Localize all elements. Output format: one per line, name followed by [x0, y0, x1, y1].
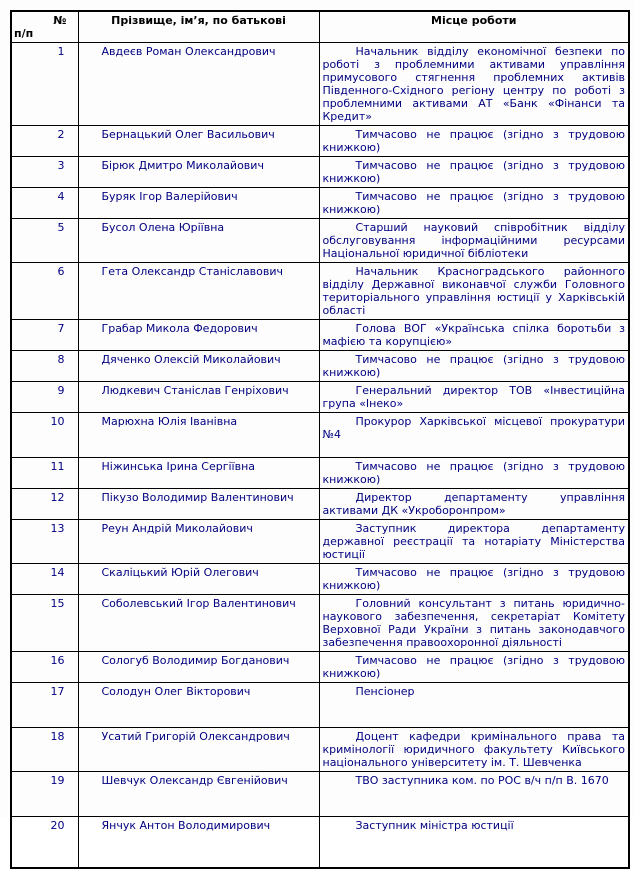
name-cell: Бірюк Дмитро Миколайович	[78, 157, 319, 188]
table-row	[11, 351, 629, 382]
name-cell: Скаліцький Юрій Олегович	[78, 564, 319, 595]
row-number-cell: 17	[11, 683, 78, 728]
table-row	[11, 126, 629, 157]
name-cell: Авдеєв Роман Олександрович	[78, 43, 319, 126]
name-cell: Марюхна Юлія Іванівна	[78, 413, 319, 458]
table-row	[11, 263, 629, 320]
name-cell: Бернацький Олег Васильович	[78, 126, 319, 157]
row-number-cell: 14	[11, 564, 78, 595]
workplace-cell: Тимчасово не працює (згідно з трудовою книжкою)	[319, 351, 629, 382]
workplace-cell: Генеральний директор ТОВ «Інвестиційна група «Інеко»	[319, 382, 629, 413]
workplace-cell: Начальник відділу економічної безпеки по роботі з проблемними активами управління примусового стягнення проблемних активів Південного-Східного регіону центру по роботі з проблемними активами АТ «Банк «Фінанси та Кредит»	[319, 43, 629, 126]
name-cell: Буряк Ігор Валерійович	[78, 188, 319, 219]
workplace-cell: Начальник Красноградського районного відділу Державної виконавчої служби Головного територіального управління юстиції у Харківській області	[319, 263, 629, 320]
name-cell: Усатий Григорій Олександрович	[78, 728, 319, 772]
row-number-cell: 5	[11, 219, 78, 263]
row-number-cell: 2	[11, 126, 78, 157]
workplace-cell: Головний консультант з питань юридично-наукового забезпечення, секретаріат Комітету Верховної Ради України з питань законодавчого забезпечення правоохоронної діяльності	[319, 595, 629, 652]
column-header-name: Прізвище, ім’я, по батькові	[78, 11, 319, 43]
table-row	[11, 564, 629, 595]
table-row	[11, 520, 629, 564]
table-row	[11, 43, 629, 126]
workplace-cell: Тимчасово не працює (згідно з трудовою книжкою)	[319, 652, 629, 683]
name-cell: Грабар Микола Федорович	[78, 320, 319, 351]
workplace-cell: Доцент кафедри кримінального права та кримінології юридичного факультету Київського національного університету ім. Т. Шевченка	[319, 728, 629, 772]
row-number-cell: 19	[11, 772, 78, 817]
row-number-cell: 15	[11, 595, 78, 652]
table-row	[11, 320, 629, 351]
row-number-cell: 12	[11, 489, 78, 520]
row-number-cell: 9	[11, 382, 78, 413]
table-row	[11, 817, 629, 869]
workplace-cell: Тимчасово не працює (згідно з трудовою книжкою)	[319, 126, 629, 157]
row-number-cell: 6	[11, 263, 78, 320]
table-header	[11, 11, 629, 43]
row-number-cell: 1	[11, 43, 78, 126]
name-cell: Солодун Олег Вікторович	[78, 683, 319, 728]
table-row	[11, 382, 629, 413]
row-number-cell: 16	[11, 652, 78, 683]
table-row	[11, 595, 629, 652]
column-header-number-line1: №	[53, 14, 67, 27]
table-row	[11, 652, 629, 683]
table-row	[11, 413, 629, 458]
header-row	[11, 11, 629, 43]
column-header-number	[11, 11, 78, 43]
table-row	[11, 157, 629, 188]
name-cell: Сологуб Володимир Богданович	[78, 652, 319, 683]
column-header-workplace: Місце роботи	[319, 11, 629, 43]
row-number-cell: 3	[11, 157, 78, 188]
table-row	[11, 188, 629, 219]
row-number-cell: 10	[11, 413, 78, 458]
table-body	[11, 43, 629, 869]
name-cell: Ніжинська Ірина Сергіївна	[78, 458, 319, 489]
workplace-cell: Пенсіонер	[319, 683, 629, 728]
workplace-cell: ТВО заступника ком. по РОС в/ч п/п В. 1670	[319, 772, 629, 817]
workplace-cell: Тимчасово не працює (згідно з трудовою книжкою)	[319, 188, 629, 219]
table-row	[11, 683, 629, 728]
name-cell: Бусол Олена Юріївна	[78, 219, 319, 263]
workers-registry-table	[10, 10, 630, 869]
table-row	[11, 219, 629, 263]
row-number-cell: 4	[11, 188, 78, 219]
workplace-cell: Тимчасово не працює (згідно з трудовою книжкою)	[319, 564, 629, 595]
workplace-cell: Голова ВОГ «Українська спілка боротьби з мафією та корупцією»	[319, 320, 629, 351]
row-number-cell: 13	[11, 520, 78, 564]
name-cell: Пікузо Володимир Валентинович	[78, 489, 319, 520]
table-row	[11, 728, 629, 772]
row-number-cell: 7	[11, 320, 78, 351]
name-cell: Реун Андрій Миколайович	[78, 520, 319, 564]
table-row	[11, 772, 629, 817]
table-row	[11, 489, 629, 520]
row-number-cell: 8	[11, 351, 78, 382]
row-number-cell: 11	[11, 458, 78, 489]
name-cell: Гета Олександр Станіславович	[78, 263, 319, 320]
column-header-number-line2: п/п	[14, 27, 34, 40]
workplace-cell: Прокурор Харківської місцевої прокуратури №4	[319, 413, 629, 458]
name-cell: Шевчук Олександр Євгенійович	[78, 772, 319, 817]
table-row	[11, 458, 629, 489]
name-cell: Людкевич Станіслав Генріхович	[78, 382, 319, 413]
workplace-cell: Директор департаменту управління активами ДК «Укроборонпром»	[319, 489, 629, 520]
workplace-cell: Заступник міністра юстиції	[319, 817, 629, 869]
workplace-cell: Старший науковий співробітник відділу обслуговування інформаційними ресурсами Національної юридичної бібліотеки	[319, 219, 629, 263]
row-number-cell: 20	[11, 817, 78, 869]
workplace-cell: Заступник директора департаменту державної реєстрації та нотаріату Міністерства юстиції	[319, 520, 629, 564]
workplace-cell: Тимчасово не працює (згідно з трудовою книжкою)	[319, 157, 629, 188]
name-cell: Янчук Антон Володимирович	[78, 817, 319, 869]
name-cell: Дяченко Олексій Миколайович	[78, 351, 319, 382]
workplace-cell: Тимчасово не працює (згідно з трудовою книжкою)	[319, 458, 629, 489]
name-cell: Соболевський Ігор Валентинович	[78, 595, 319, 652]
row-number-cell: 18	[11, 728, 78, 772]
